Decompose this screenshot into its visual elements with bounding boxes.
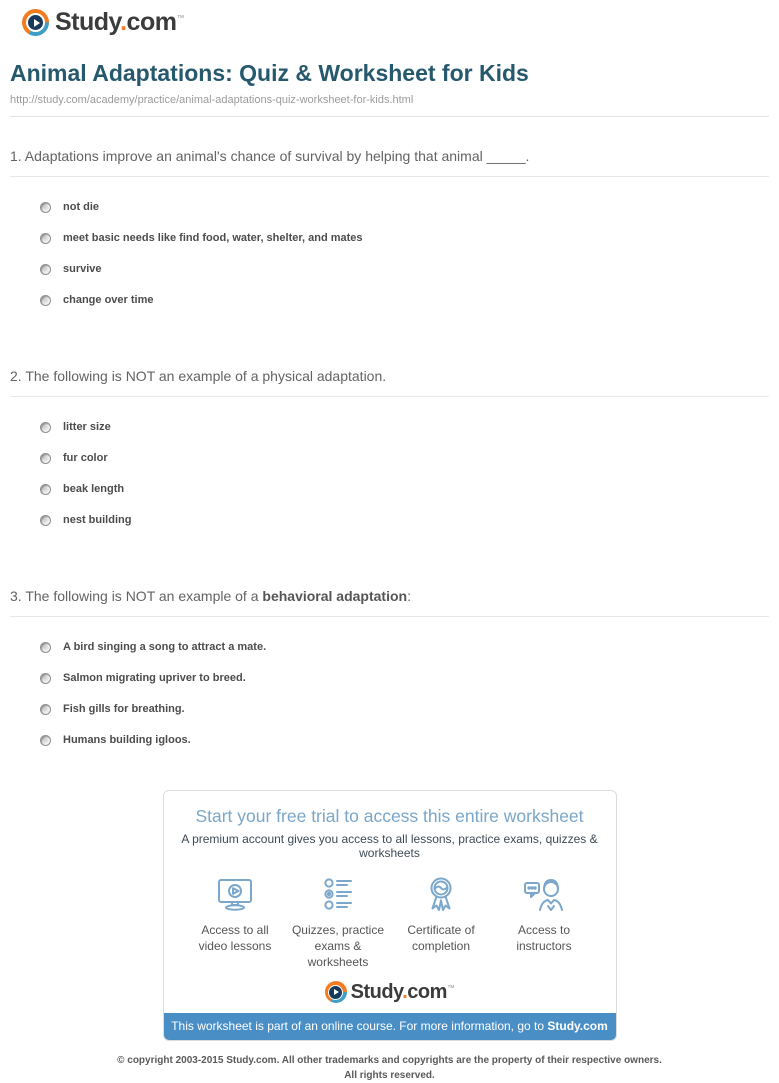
- feature-certificate: [390, 875, 493, 971]
- question-2-option-4[interactable]: [40, 514, 769, 526]
- option-label: meet basic needs like find food, water, shelter, and mates: [63, 232, 363, 244]
- divider: [10, 176, 769, 177]
- option-label: A bird singing a song to attract a mate.: [63, 641, 267, 653]
- option-label: Humans building igloos.: [63, 734, 191, 746]
- option-label: survive: [63, 263, 102, 275]
- option-label: fur color: [63, 452, 108, 464]
- radio-button-icon[interactable]: [40, 673, 51, 684]
- feature-video-lessons: [184, 875, 287, 971]
- studycom-logo[interactable]: [325, 981, 455, 1004]
- trial-headline: Start your free trial to access this entire worksheet: [195, 806, 584, 826]
- radio-button-icon[interactable]: [40, 453, 51, 464]
- card-footer-logo-wrap: [164, 981, 616, 1004]
- feature-label: Access to all video lessons: [198, 923, 272, 954]
- header: [0, 0, 779, 40]
- radio-button-icon[interactable]: [40, 704, 51, 715]
- question-3-text: 3. The following is NOT an example of a behavioral adaptation:: [10, 588, 411, 604]
- question-1-option-2[interactable]: [40, 232, 769, 244]
- question-3-option-4[interactable]: [40, 734, 769, 746]
- option-label: change over time: [63, 294, 154, 306]
- radio-button-icon[interactable]: [40, 484, 51, 495]
- divider: [10, 396, 769, 397]
- studycom-logo[interactable]: [22, 8, 184, 37]
- page-title: Animal Adaptations: Quiz & Worksheet for Kids: [10, 60, 529, 86]
- question-1: [10, 148, 769, 306]
- play-circle-icon: [22, 9, 49, 36]
- option-label: litter size: [63, 421, 111, 433]
- video-monitor-icon: [213, 875, 257, 915]
- question-2: [10, 368, 769, 526]
- question-2-option-3[interactable]: [40, 483, 769, 495]
- question-3: [10, 588, 769, 746]
- play-circle-icon: [325, 981, 347, 1003]
- feature-label: Certificate of completion: [407, 923, 475, 954]
- option-label: beak length: [63, 483, 125, 495]
- option-label: not die: [63, 201, 100, 213]
- feature-list: [164, 860, 616, 971]
- question-1-option-3[interactable]: [40, 263, 769, 275]
- certificate-icon: [421, 875, 461, 915]
- question-1-options: [40, 201, 769, 306]
- copyright-line-2: All rights reserved.: [344, 1069, 435, 1081]
- question-2-text: 2. The following is NOT an example of a physical adaptation.: [10, 368, 387, 384]
- radio-button-icon[interactable]: [40, 642, 51, 653]
- question-3-options: [40, 641, 769, 746]
- logo-text: Study.com™: [55, 8, 184, 36]
- divider: [10, 616, 769, 617]
- instructor-icon: [522, 875, 566, 915]
- question-3-option-1[interactable]: [40, 641, 769, 653]
- question-3-option-2[interactable]: [40, 672, 769, 684]
- question-2-option-1[interactable]: [40, 421, 769, 433]
- feature-label: Quizzes, practice exams & worksheets: [291, 923, 385, 970]
- banner-text: This worksheet is part of an online course. For more information, go to: [171, 1018, 548, 1033]
- question-1-option-4[interactable]: [40, 294, 769, 306]
- feature-instructors: [493, 875, 596, 971]
- option-label: Fish gills for breathing.: [63, 703, 185, 715]
- feature-label: Access to instructors: [516, 923, 572, 954]
- radio-button-icon[interactable]: [40, 264, 51, 275]
- question-1-text: 1. Adaptations improve an animal's chance of survival by helping that animal _____.: [10, 148, 530, 164]
- free-trial-card: [163, 790, 617, 1041]
- question-3-option-3[interactable]: [40, 703, 769, 715]
- course-info-banner: [164, 1013, 616, 1040]
- radio-button-icon[interactable]: [40, 515, 51, 526]
- copyright-line-1: © copyright 2003-2015 Study.com. All other trademarks and copyrights are the property of their respective owners.: [117, 1054, 662, 1066]
- banner-studycom-link[interactable]: Study.com: [547, 1018, 608, 1033]
- radio-button-icon[interactable]: [40, 735, 51, 746]
- question-2-option-2[interactable]: [40, 452, 769, 464]
- logo-text: Study.com™: [350, 980, 455, 1003]
- radio-button-icon[interactable]: [40, 233, 51, 244]
- page-url: http://study.com/academy/practice/animal-adaptations-quiz-worksheet-for-kids.html: [10, 94, 414, 106]
- question-2-options: [40, 421, 769, 526]
- feature-quizzes: [287, 875, 390, 971]
- radio-button-icon[interactable]: [40, 295, 51, 306]
- option-label: Salmon migrating upriver to breed.: [63, 672, 246, 684]
- divider: [10, 116, 769, 117]
- question-1-option-1[interactable]: [40, 201, 769, 213]
- radio-button-icon[interactable]: [40, 202, 51, 213]
- copyright-notice: [0, 1053, 779, 1083]
- checklist-icon: [318, 875, 358, 915]
- option-label: nest building: [63, 514, 132, 526]
- radio-button-icon[interactable]: [40, 422, 51, 433]
- trial-subheadline: A premium account gives you access to all lessons, practice exams, quizzes & worksheets: [181, 832, 598, 860]
